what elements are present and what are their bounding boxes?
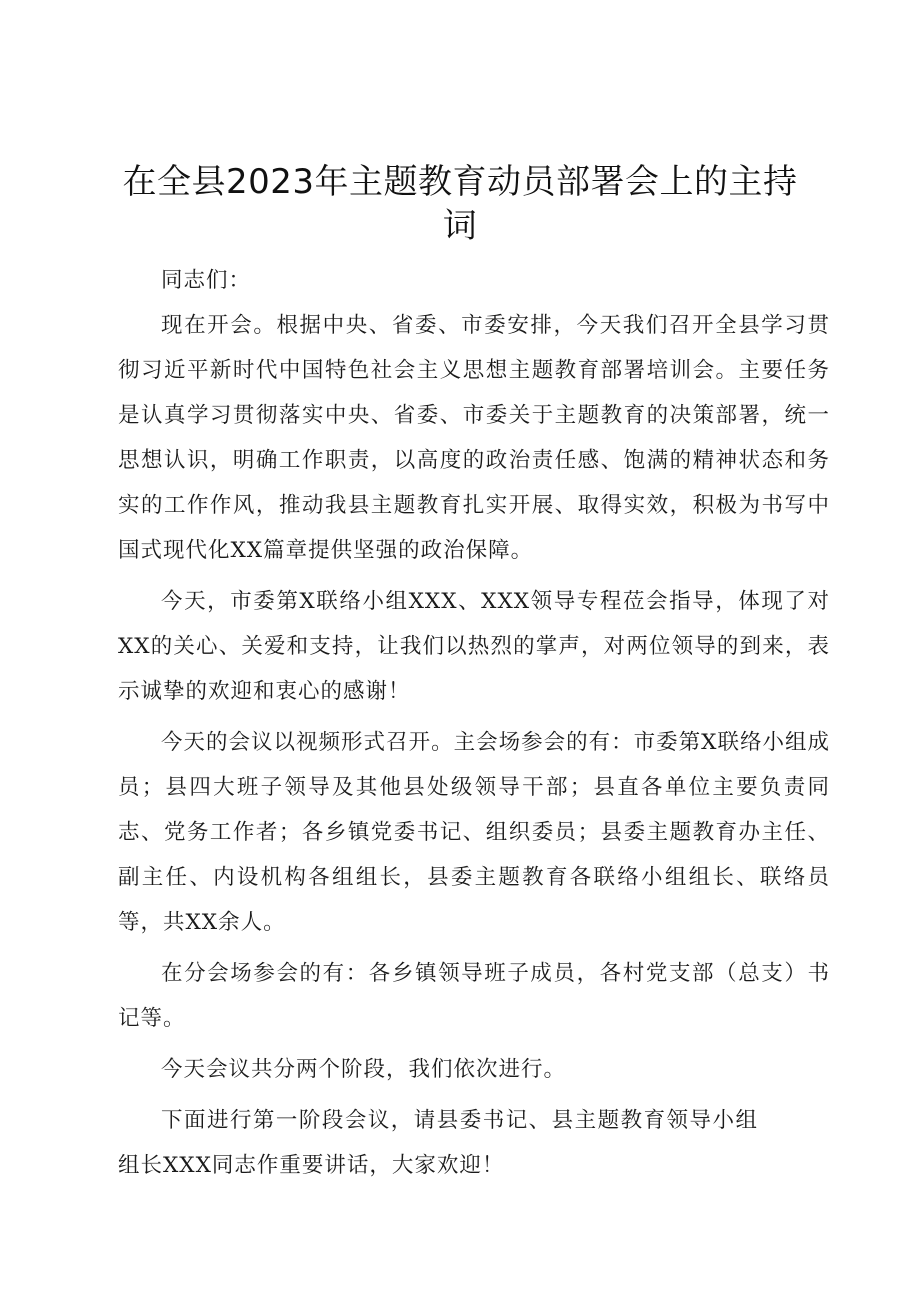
paragraph-welcome-leaders: 今天，市委第X联络小组XXX、XXX领导专程莅会指导，体现了对XX的关心、关爱和支持，让我们以热烈的掌声，对两位领导的到来，表示诚挚的欢迎和衷心的感谢！ <box>118 589 830 704</box>
document-title: 在全县2023年主题教育动员部署会上的主持词 <box>122 162 798 246</box>
paragraph-opening: 现在开会。根据中央、省委、市委安排，今天我们召开全县学习贯彻习近平新时代中国特色社会主义思想主题教育部署培训会。主要任务是认真学习贯彻落实中央、省委、市委关于主题教育的决策部署，统一思想认识，明确工作职责，以高度的政治责任感、饱满的精神状态和务实的工作作风，推动我县主题教育扎实开展、取得实效，积极为书写中国式现代化XX篇章提供坚强的政治保障。 <box>118 313 830 563</box>
paragraph-main-venue-attendees: 今天的会议以视频形式召开。主会场参会的有：市委第X联络小组成员；县四大班子领导及其他县处级领导干部；县直各单位主要负责同志、党务工作者；各乡镇党委书记、组织委员；县委主题教育办主任、副主任、内设机构各组组长，县委主题教育各联络小组组长、联络员等，共XX余人。 <box>118 730 830 935</box>
document-body <box>118 258 830 1188</box>
paragraph-branch-venue-attendees: 在分会场参会的有：各乡镇领导班子成员，各村党支部（总支）书记等。 <box>118 961 830 1031</box>
paragraph-first-stage: 下面进行第一阶段会议，请县委书记、县主题教育领导小组组长XXX同志作重要讲话，大家欢迎！ <box>118 1108 758 1178</box>
paragraph-agenda: 今天会议共分两个阶段，我们依次进行。 <box>161 1057 567 1082</box>
greeting: 同志们： <box>161 268 252 293</box>
